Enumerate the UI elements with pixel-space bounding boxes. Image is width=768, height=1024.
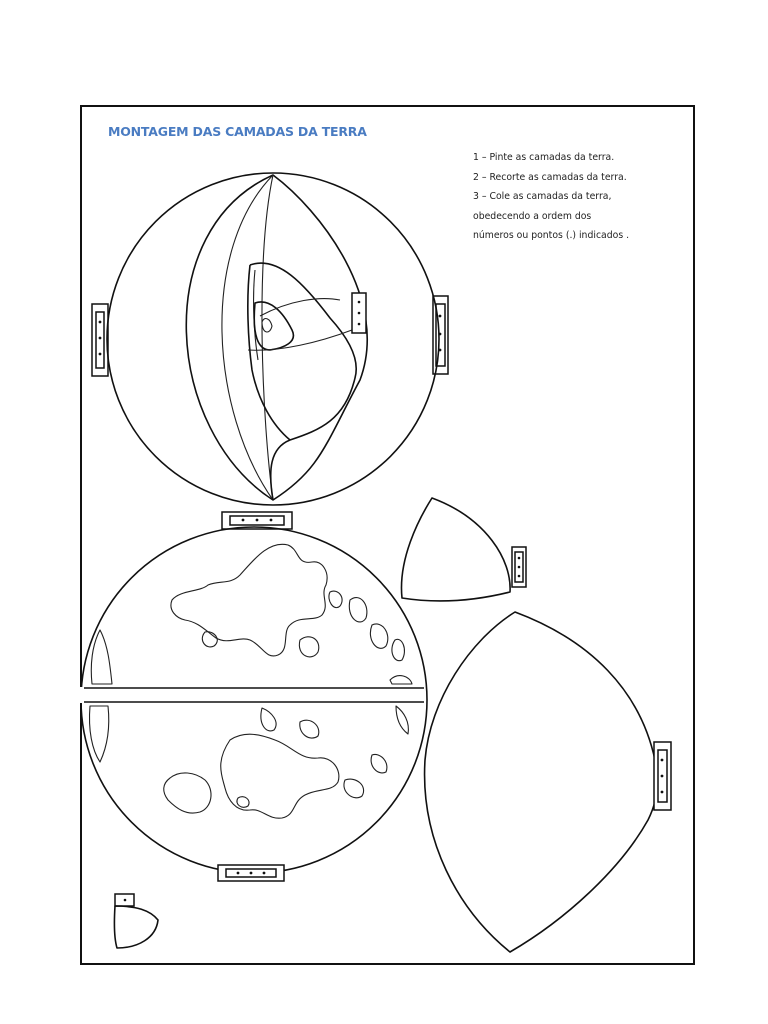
outer-core xyxy=(250,263,356,500)
tab-left-top xyxy=(92,304,108,376)
wedge-small-piece xyxy=(401,498,526,601)
continent-south-west xyxy=(164,773,211,813)
instruction-step-1: 1 – Pinte as camadas da terra. xyxy=(473,152,615,163)
continent-north xyxy=(171,544,327,656)
continent-west xyxy=(91,630,112,684)
tab-inner xyxy=(352,293,366,333)
instruction-step-3-cont: obedecendo a ordem dos xyxy=(473,210,592,222)
worksheet-title: MONTAGEM DAS CAMADAS DA TERRA xyxy=(108,124,367,139)
wedge-large-piece xyxy=(425,612,671,952)
instruction-step-2: 2 – Recorte as camadas da terra. xyxy=(473,171,627,183)
continent-west-south xyxy=(89,706,108,762)
crust-circle xyxy=(107,173,439,505)
tab-bottom xyxy=(218,865,284,881)
instruction-step-3-end: números ou pontos (.) indicados . xyxy=(473,230,630,241)
globe-section xyxy=(80,527,427,873)
core-small-piece xyxy=(114,894,158,948)
instruction-step-3: 3 – Cole as camadas da terra, xyxy=(473,191,612,202)
earth-layers-section xyxy=(92,173,448,505)
